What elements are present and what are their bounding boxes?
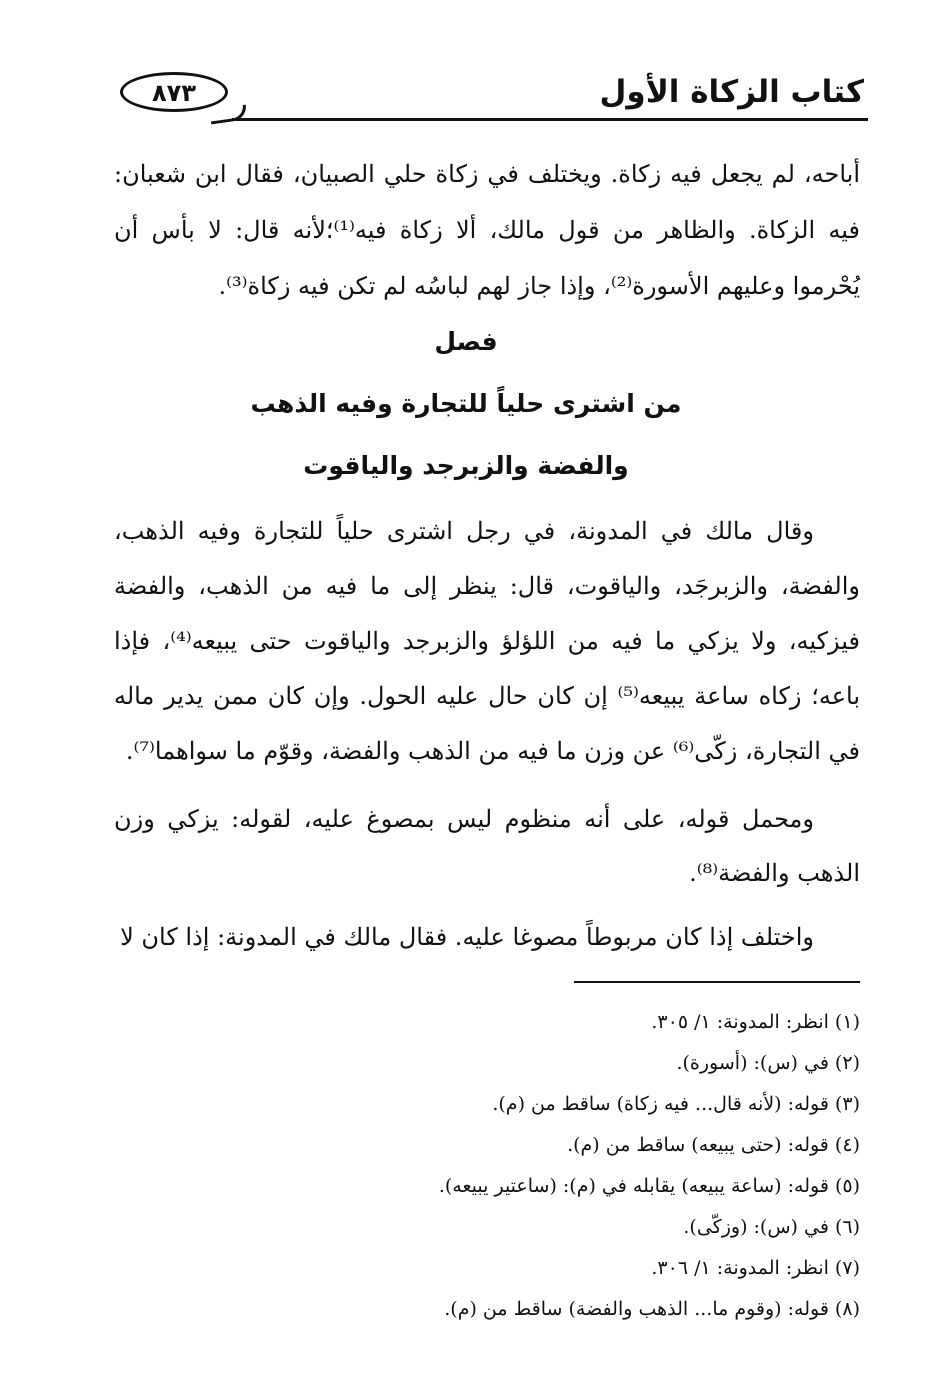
footnotes-list xyxy=(114,1002,860,1330)
footnote-1: (١) انظر: المدونة: ١/ ٣٠٥. xyxy=(651,1011,860,1033)
footnote-5: (٥) قوله: (ساعة يبيعه) يقابله في (م): (ساعتير يبيعه). xyxy=(438,1175,860,1197)
paragraph-1 xyxy=(114,146,860,314)
footnote-6: (٦) في (س): (وزكّى). xyxy=(683,1216,860,1238)
page-number: ٨٧٣ xyxy=(152,79,196,107)
paragraph-2 xyxy=(114,504,860,779)
footnote-7: (٧) انظر: المدونة: ١/ ٣٠٦. xyxy=(651,1257,860,1279)
paragraph-text: ومحمل قوله، على أنه منظوم ليس بمصوغ عليه، لقوله: يزكي وزن الذهب والفضة⁽⁸⁾. xyxy=(114,805,860,887)
footnote-4: (٤) قوله: (حتى يبيعه) ساقط من (م). xyxy=(567,1134,860,1156)
section-title-line-1: من اشترى حلياً للتجارة وفيه الذهب xyxy=(250,389,682,418)
paragraph-4 xyxy=(114,910,860,964)
running-header xyxy=(112,62,868,128)
section-heading-fasl: فصل xyxy=(434,327,498,356)
section-title-line-2: والفضة والزبرجد والياقوت xyxy=(303,451,629,480)
book-title: كتاب الزكاة الأول xyxy=(599,74,864,110)
footnote-8: (٨) قوله: (وقوم ما... الذهب والفضة) ساقط من (م). xyxy=(444,1298,860,1320)
paragraph-text: وقال مالك في المدونة، في رجل اشترى حلياً للتجارة وفيه الذهب، والفضة، والزبرجَد، والياقوت، قال: ينظر إلى ما فيه من الذهب، والفضة فيزكيه، ولا يزكي ما فيه من اللؤلؤ والزبرجد والياقوت حتى يبيعه⁽⁴⁾، فإذا باعه؛ زكاه ساعة يبيعه⁽⁵⁾ إن كان حال عليه الحول. وإن كان ممن يدير ماله في التجارة، زكّى⁽⁶⁾ عن وزن ما فيه من الذهب والفضة، وقوّم ما سواهما⁽⁷⁾. xyxy=(114,517,861,765)
footnote-2: (٢) في (س): (أسورة). xyxy=(676,1052,860,1074)
footnote-separator xyxy=(574,981,860,983)
paragraph-3 xyxy=(114,792,860,900)
footnote-3: (٣) قوله: (لأنه قال... فيه زكاة) ساقط من (م). xyxy=(492,1093,860,1115)
paragraph-text: واختلف إذا كان مربوطاً مصوغا عليه. فقال مالك في المدونة: إذا كان لا xyxy=(120,923,814,951)
paragraph-text: أباحه، لم يجعل فيه زكاة. ويختلف في زكاة حلي الصبيان، فقال ابن شعبان: فيه الزكاة. والظاهر من قول مالك، ألا زكاة فيه⁽¹⁾؛لأنه قال: لا بأس أن يُحْرموا وعليهم الأسورة⁽²⁾، وإذا جاز لهم لباسُه لم تكن فيه زكاة⁽³⁾. xyxy=(114,160,860,300)
header-rule xyxy=(232,118,868,121)
page-number-badge xyxy=(120,72,228,112)
